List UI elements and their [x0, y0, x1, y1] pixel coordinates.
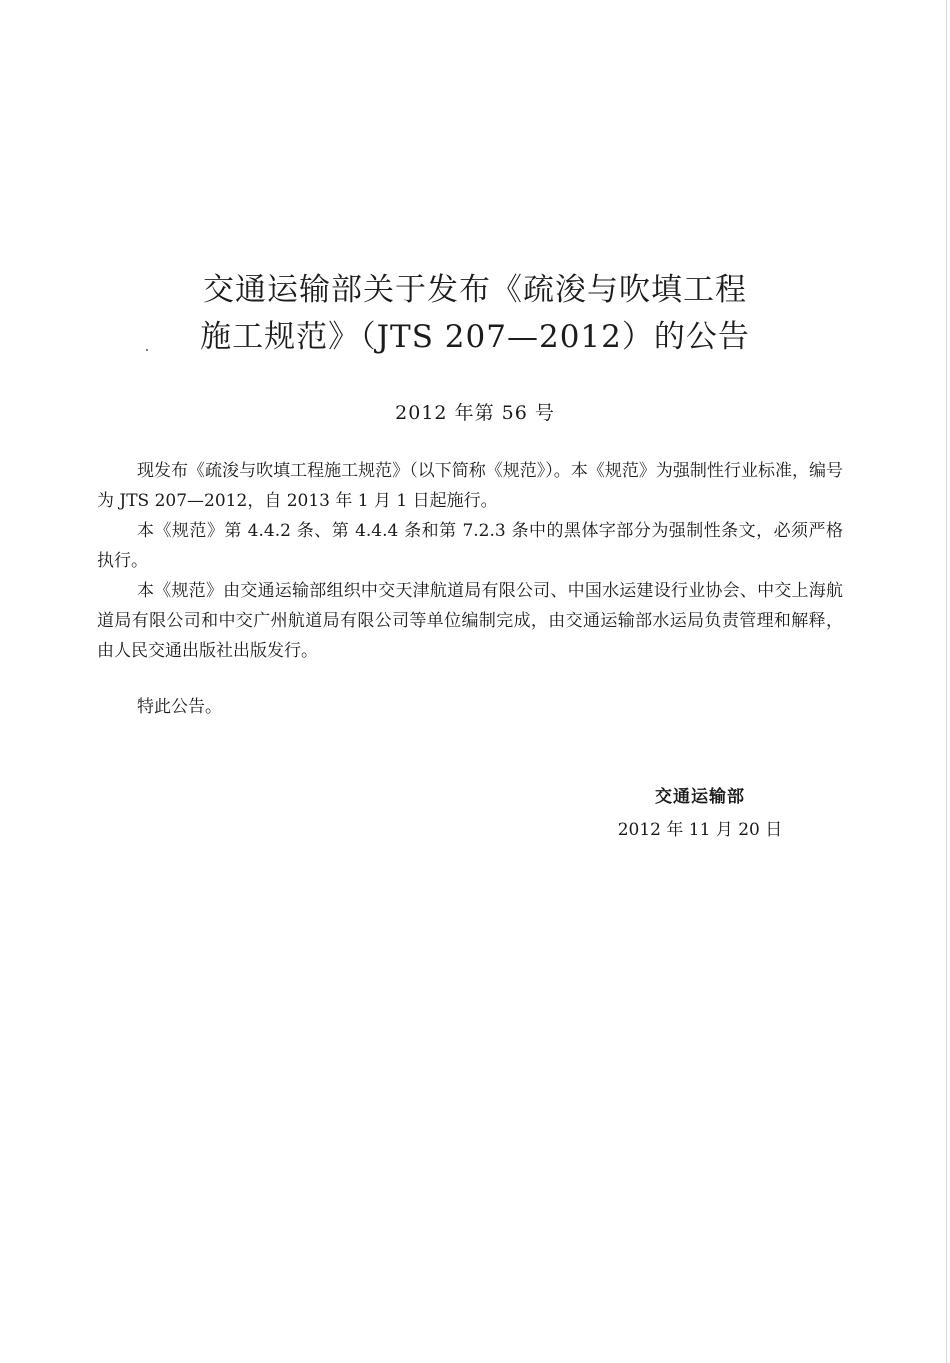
signature-date: 2012 年 11 月 20 日	[617, 820, 783, 840]
title-line-2: 施工规范》（JTS 207—2012）的公告	[200, 319, 750, 355]
title-line-1: 交通运输部关于发布《疏浚与吹填工程	[203, 272, 747, 308]
page-edge-line	[946, 0, 947, 1363]
notice-body	[97, 456, 843, 666]
signature-block	[600, 782, 800, 840]
closing-text: 特此公告。	[137, 697, 222, 717]
signature-org: 交通运输部	[655, 787, 745, 807]
notice-number: 2012 年第 56 号	[395, 402, 555, 424]
paragraph-publish: 现发布《疏浚与吹填工程施工规范》（以下简称《规范》）。本《规范》为强制性行业标准，编号为 JTS 207—2012，自 2013 年 1 月 1 日起施行。	[97, 461, 843, 511]
paragraph-mandatory: 本《规范》第 4.4.2 条、第 4.4.4 条和第 7.2.3 条中的黑体字部分为强制性条文，必须严格执行。	[97, 521, 843, 571]
paragraph-compilation: 本《规范》由交通运输部组织中交天津航道局有限公司、中国水运建设行业协会、中交上海航道局有限公司和中交广州航道局有限公司等单位编制完成，由交通运输部水运局负责管理和解释，由人民交通出版社出版发行。	[97, 581, 843, 661]
